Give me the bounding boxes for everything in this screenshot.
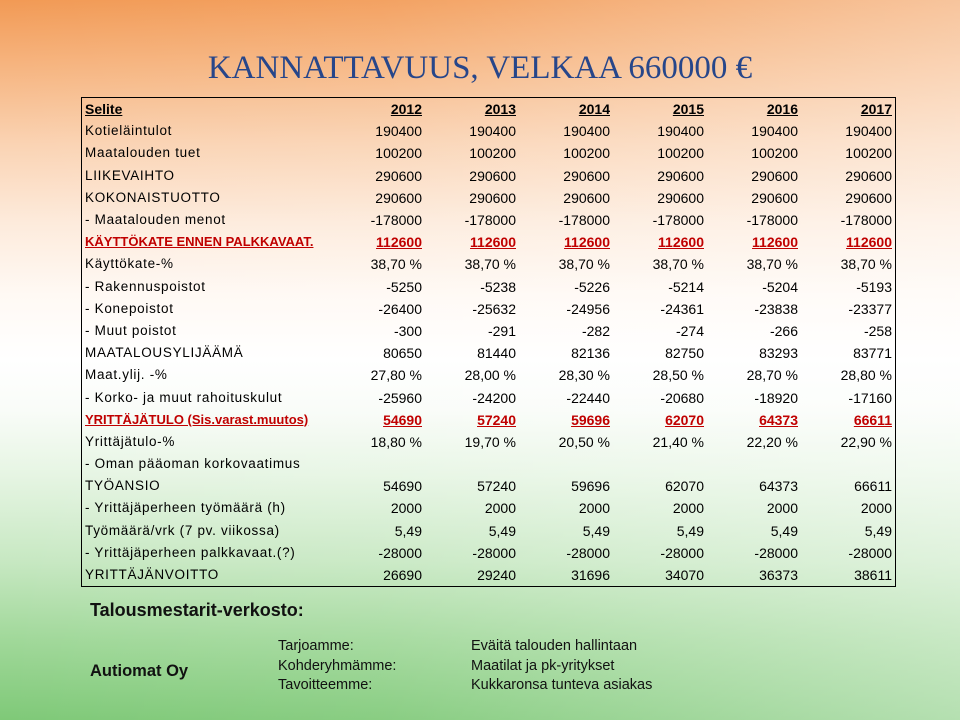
value-cell: 80650 (383, 345, 422, 362)
value-cell: 38,70 % (652, 256, 704, 273)
value-cell: 290600 (751, 189, 798, 206)
value-cell: 64373 (759, 478, 798, 495)
table-row (82, 165, 895, 187)
value-cell: 21,40 % (652, 433, 704, 450)
value-cell: 112600 (846, 234, 892, 251)
row-label: - Muut poistot (85, 322, 177, 338)
value-cell: -23838 (754, 300, 798, 317)
value-cell: 5,49 (770, 522, 798, 539)
table-row (82, 253, 895, 275)
header-label: Selite (85, 101, 123, 118)
value-cell: -25632 (472, 300, 516, 317)
row-label: Työmäärä/vrk (7 pv. viikossa) (85, 522, 280, 538)
value-cell: 28,30 % (558, 367, 610, 384)
value-cell: 5,49 (394, 522, 422, 539)
company-name: Autiomat Oy (90, 662, 189, 680)
value-cell: 28,00 % (464, 367, 516, 384)
table-row (82, 564, 895, 586)
value-cell: 82750 (665, 345, 704, 362)
table-row (82, 364, 895, 386)
value-cell: -20680 (660, 389, 704, 406)
value-cell: 290600 (845, 167, 892, 184)
value-cell: 59696 (571, 411, 610, 428)
value-cell: -178000 (370, 212, 422, 229)
value-cell: -291 (487, 322, 516, 339)
value-cell: 100200 (751, 145, 798, 162)
value-cell: 38,70 % (558, 256, 610, 273)
value-cell: 112600 (564, 234, 610, 251)
table-body (82, 120, 895, 586)
value-cell: 290600 (375, 189, 422, 206)
value-cell: 54690 (383, 411, 422, 428)
value-cell: -24956 (566, 300, 610, 317)
value-cell: 81440 (477, 345, 516, 362)
value-cell: 290600 (375, 167, 422, 184)
table-row (82, 320, 895, 342)
table-row (82, 187, 895, 209)
row-label: - Maatalouden menot (85, 212, 226, 228)
value-cell: 57240 (477, 478, 516, 495)
network-heading: Talousmestarit-verkosto: (90, 600, 304, 620)
table-row (82, 497, 895, 519)
row-label: - Oman pääoman korkovaatimus (85, 456, 301, 472)
value-cell: -26400 (378, 300, 422, 317)
value-cell: -5214 (668, 278, 704, 295)
value-cell: 22,20 % (746, 433, 798, 450)
value-cell: 100200 (845, 145, 892, 162)
value-cell: 100200 (657, 145, 704, 162)
table-row (82, 298, 895, 320)
value-cell: 290600 (751, 167, 798, 184)
row-label: - Rakennuspoistot (85, 278, 206, 294)
value-cell: -28000 (754, 544, 798, 561)
value-cell: 22,90 % (840, 433, 892, 450)
value-cell: 31696 (571, 567, 610, 584)
table-row (82, 231, 895, 253)
footer-item-key: Tavoitteemme: (278, 677, 373, 693)
row-label: Maat.ylij. -% (85, 367, 168, 383)
value-cell: 26690 (383, 567, 422, 584)
value-cell: 2000 (672, 500, 704, 517)
value-cell: 290600 (845, 189, 892, 206)
value-cell: 290600 (563, 167, 610, 184)
table-row (82, 142, 895, 164)
footer-item-value: Kukkaronsa tunteva asiakas (471, 677, 653, 693)
value-cell: 5,49 (488, 522, 516, 539)
value-cell: 190400 (751, 123, 798, 140)
footer-item-key: Kohderyhmämme: (278, 657, 397, 674)
value-cell: 28,80 % (840, 367, 892, 384)
value-cell: 19,70 % (464, 433, 516, 450)
value-cell: 59696 (571, 478, 610, 495)
value-cell: 34070 (665, 567, 704, 584)
year-header: 2017 (860, 101, 892, 118)
value-cell: -28000 (660, 544, 704, 561)
value-cell: -258 (863, 322, 892, 339)
value-cell: 112600 (752, 234, 798, 251)
value-cell: -300 (393, 322, 422, 339)
value-cell: 38,70 % (746, 256, 798, 273)
value-cell: -24200 (472, 389, 516, 406)
value-cell: -178000 (464, 212, 516, 229)
row-label: - Konepoistot (85, 300, 174, 316)
value-cell: 290600 (469, 189, 516, 206)
value-cell: 112600 (658, 234, 704, 251)
table-row (82, 520, 895, 542)
value-cell: 29240 (477, 567, 516, 584)
value-cell: -266 (769, 322, 798, 339)
row-label: Kotieläintulot (85, 123, 173, 139)
value-cell: -282 (581, 322, 610, 339)
row-label: MAATALOUSYLIJÄÄMÄ (85, 345, 244, 361)
value-cell: -178000 (840, 212, 892, 229)
value-cell: 83771 (853, 345, 892, 362)
table-row (82, 542, 895, 564)
value-cell: 112600 (376, 234, 422, 251)
value-cell: 2000 (390, 500, 422, 517)
table-row (82, 276, 895, 298)
slide-title: KANNATTAVUUS, VELKAA 660000 € (207, 50, 753, 86)
year-header: 2012 (390, 101, 422, 118)
row-label: YRITTÄJÄNVOITTO (85, 567, 220, 583)
table-row (82, 409, 895, 431)
value-cell: -5204 (762, 278, 798, 295)
footer-item (278, 637, 652, 657)
value-cell: 28,50 % (652, 367, 704, 384)
value-cell: -274 (675, 322, 704, 339)
value-cell: 18,80 % (370, 433, 422, 450)
value-cell: 2000 (484, 500, 516, 517)
row-label: KOKONAISTUOTTO (85, 189, 221, 205)
value-cell: -5226 (574, 278, 610, 295)
value-cell: 62070 (665, 478, 704, 495)
value-cell: -28000 (378, 544, 422, 561)
value-cell: 5,49 (864, 522, 892, 539)
value-cell: 100200 (563, 145, 610, 162)
value-cell: -28000 (472, 544, 516, 561)
value-cell: 64373 (759, 411, 798, 428)
table-row (82, 342, 895, 364)
row-label: Yrittäjätulo-% (85, 433, 176, 449)
value-cell: 27,80 % (370, 367, 422, 384)
row-label: KÄYTTÖKATE ENNEN PALKKAVAAT. (85, 234, 314, 250)
value-cell: 100200 (375, 145, 422, 162)
value-cell: 5,49 (582, 522, 610, 539)
value-cell: 290600 (563, 189, 610, 206)
table-row (82, 386, 895, 408)
value-cell: 38,70 % (464, 256, 516, 273)
row-label: - Korko- ja muut rahoituskulut (85, 389, 283, 405)
value-cell: 54690 (383, 478, 422, 495)
table-row (82, 475, 895, 497)
value-cell: 2000 (766, 500, 798, 517)
row-label: LIIKEVAIHTO (85, 167, 175, 183)
value-cell: 57240 (477, 411, 516, 428)
value-cell: 38611 (854, 567, 892, 584)
value-cell: 38,70 % (840, 256, 892, 273)
value-cell: -178000 (558, 212, 610, 229)
row-label: Maatalouden tuet (85, 145, 201, 161)
row-label: - Yrittäjäperheen työmäärä (h) (85, 500, 286, 516)
value-cell: 100200 (469, 145, 516, 162)
value-cell: 290600 (657, 167, 704, 184)
table-row (82, 431, 895, 453)
profitability-table (81, 97, 896, 587)
value-cell: -5250 (386, 278, 422, 295)
value-cell: 36373 (759, 567, 798, 584)
value-cell: 2000 (578, 500, 610, 517)
year-header: 2013 (484, 101, 516, 118)
year-header: 2015 (672, 101, 704, 118)
table-header-row (82, 98, 895, 120)
year-header: 2014 (578, 101, 610, 118)
value-cell: 62070 (665, 411, 704, 428)
value-cell: 82136 (571, 345, 610, 362)
value-cell: 112600 (470, 234, 516, 251)
value-cell: -5238 (480, 278, 516, 295)
value-cell: 20,50 % (558, 433, 610, 450)
footer-item-key: Tarjoamme: (278, 638, 354, 654)
value-cell: 190400 (845, 123, 892, 140)
value-cell: 190400 (657, 123, 704, 140)
value-cell: -28000 (848, 544, 892, 561)
value-cell: -5193 (856, 278, 892, 295)
value-cell: 190400 (375, 123, 422, 140)
footer-item (278, 657, 652, 677)
value-cell: 2000 (860, 500, 892, 517)
value-cell: 66611 (854, 478, 892, 495)
year-header: 2016 (766, 101, 798, 118)
value-cell: 83293 (759, 345, 798, 362)
row-label: TYÖANSIO (85, 478, 161, 494)
footer-item (278, 676, 652, 696)
row-label: YRITTÄJÄTULO (Sis.varast.muutos) (85, 411, 309, 427)
value-cell: -22440 (566, 389, 610, 406)
table-row (82, 453, 895, 475)
footer-info (278, 637, 652, 696)
value-cell: -178000 (746, 212, 798, 229)
value-cell: -18920 (754, 389, 798, 406)
value-cell: 38,70 % (370, 256, 422, 273)
footer-item-value: Eväitä talouden hallintaan (471, 638, 638, 654)
value-cell: 190400 (469, 123, 516, 140)
value-cell: 290600 (469, 167, 516, 184)
table-row (82, 120, 895, 142)
value-cell: -23377 (848, 300, 892, 317)
value-cell: -28000 (566, 544, 610, 561)
value-cell: -178000 (652, 212, 704, 229)
value-cell: 66611 (853, 411, 892, 428)
table-row (82, 209, 895, 231)
value-cell: -25960 (378, 389, 422, 406)
value-cell: -24361 (660, 300, 704, 317)
row-label: - Yrittäjäperheen palkkavaat.(?) (85, 544, 296, 560)
footer-item-value: Maatilat ja pk-yritykset (471, 657, 615, 674)
value-cell: 190400 (563, 123, 610, 140)
value-cell: 5,49 (676, 522, 704, 539)
row-label: Käyttökate-% (85, 256, 174, 272)
value-cell: 290600 (657, 189, 704, 206)
value-cell: -17160 (848, 389, 892, 406)
value-cell: 28,70 % (746, 367, 798, 384)
